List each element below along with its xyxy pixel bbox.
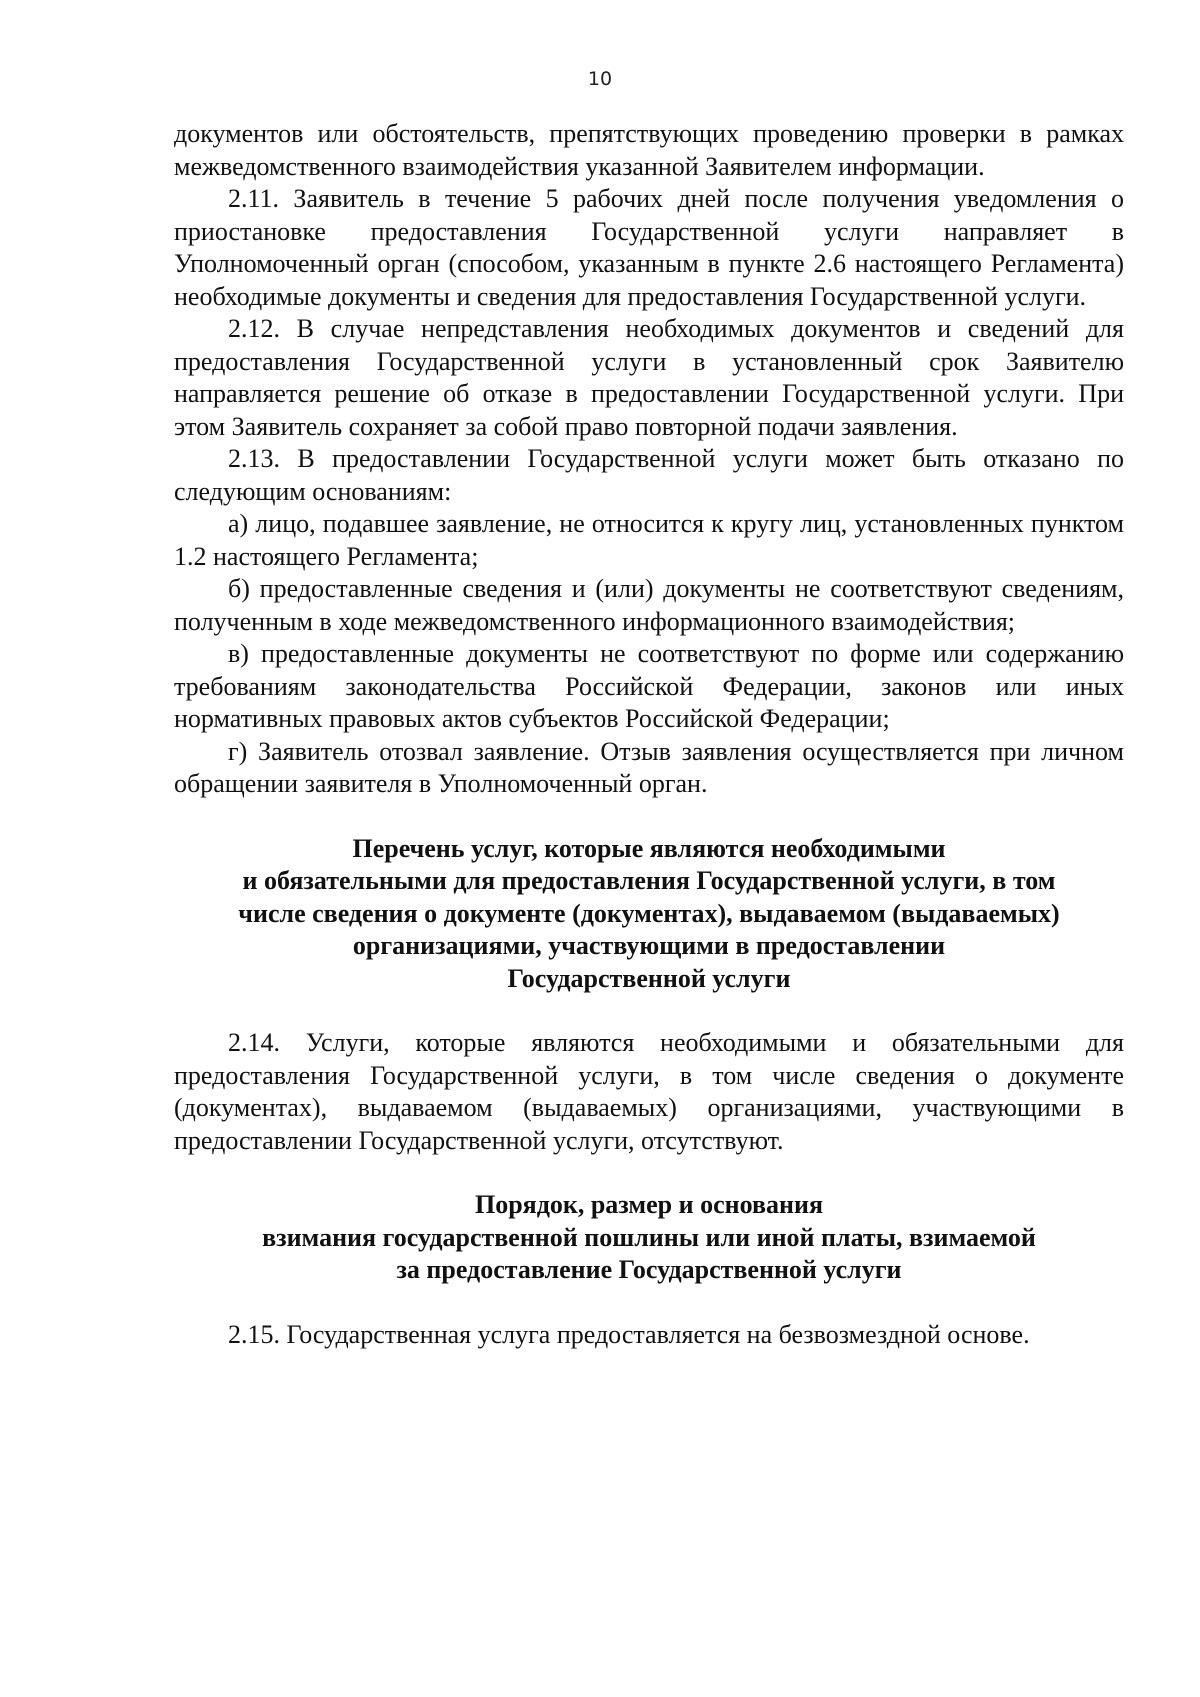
heading-line: числе сведения о документе (документах), выдаваемом (выдаваемых) <box>238 898 1060 928</box>
list-item-g: г) Заявитель отозвал заявление. Отзыв заявления осуществляется при личном обращении заявителя в Уполномоченный орган. <box>174 736 1124 798</box>
heading-line: и обязательными для предоставления Государственной услуги, в том <box>242 866 1056 895</box>
paragraph-2-11: 2.11. Заявитель в течение 5 рабочих дней после получения уведомления о приостановке предоставления Государственной услуги направляет в Уполномоченный орган (способом, указанным в пункте 2.6 настоящего Регламента) необходимые документы и сведения для предоставления Государственной услуги. <box>174 184 1124 311</box>
document-body <box>174 118 1124 1351</box>
paragraph-2-12: 2.12. В случае непредставления необходимых документов и сведений для предоставления Государственной услуги в установленный срок Заявителю направляется решение об отказе в предоставлении Государственной услуги. При этом Заявитель сохраняет за собой право повторной подачи заявления. <box>174 314 1124 441</box>
paragraph-2-15: 2.15. Государственная услуга предоставляется на безвозмездной основе. <box>228 1319 1030 1349</box>
paragraph-2-14: 2.14. Услуги, которые являются необходимыми и обязательными для предоставления Государственной услуги, в том числе сведения о документе (документах), выдаваемом (выдаваемых) организациями, участвующими в предоставлении Государственной услуги, отсутствуют. <box>174 1028 1124 1155</box>
list-item-b: б) предоставленные сведения и (или) документы не соответствуют сведениям, полученным в ходе межведомственного информационного взаимодействия; <box>174 574 1124 636</box>
page-number: 10 <box>587 68 613 90</box>
heading-line: Перечень услуг, которые являются необходимыми <box>352 833 946 863</box>
heading-line: Порядок, размер и основания <box>474 1190 824 1219</box>
paragraph-2-13: 2.13. В предоставлении Государственной услуги может быть отказано по следующим основаниям: <box>174 444 1124 506</box>
heading-line: организациями, участвующими в предоставлении <box>352 931 946 960</box>
heading-line: Государственной услуги <box>507 963 791 993</box>
list-item-v: в) предоставленные документы не соответствуют по форме или содержанию требованиям законодательства Российской Федерации, законов или иных нормативных правовых актов субъектов Российской Федерации; <box>174 639 1124 733</box>
list-item-a: а) лицо, подавшее заявление, не относится к кругу лиц, установленных пунктом 1.2 настоящего Регламента; <box>174 509 1124 571</box>
heading-line: взимания государственной пошлины или иной платы, взимаемой <box>262 1222 1036 1252</box>
heading-line: за предоставление Государственной услуги <box>396 1255 902 1284</box>
section-heading-fee-order <box>174 1189 1124 1287</box>
paragraph-continuation: документов или обстоятельств, препятствующих проведению проверки в рамках межведомственного взаимодействия указанной Заявителем информации. <box>174 119 1124 181</box>
section-heading-services-list <box>174 833 1124 996</box>
